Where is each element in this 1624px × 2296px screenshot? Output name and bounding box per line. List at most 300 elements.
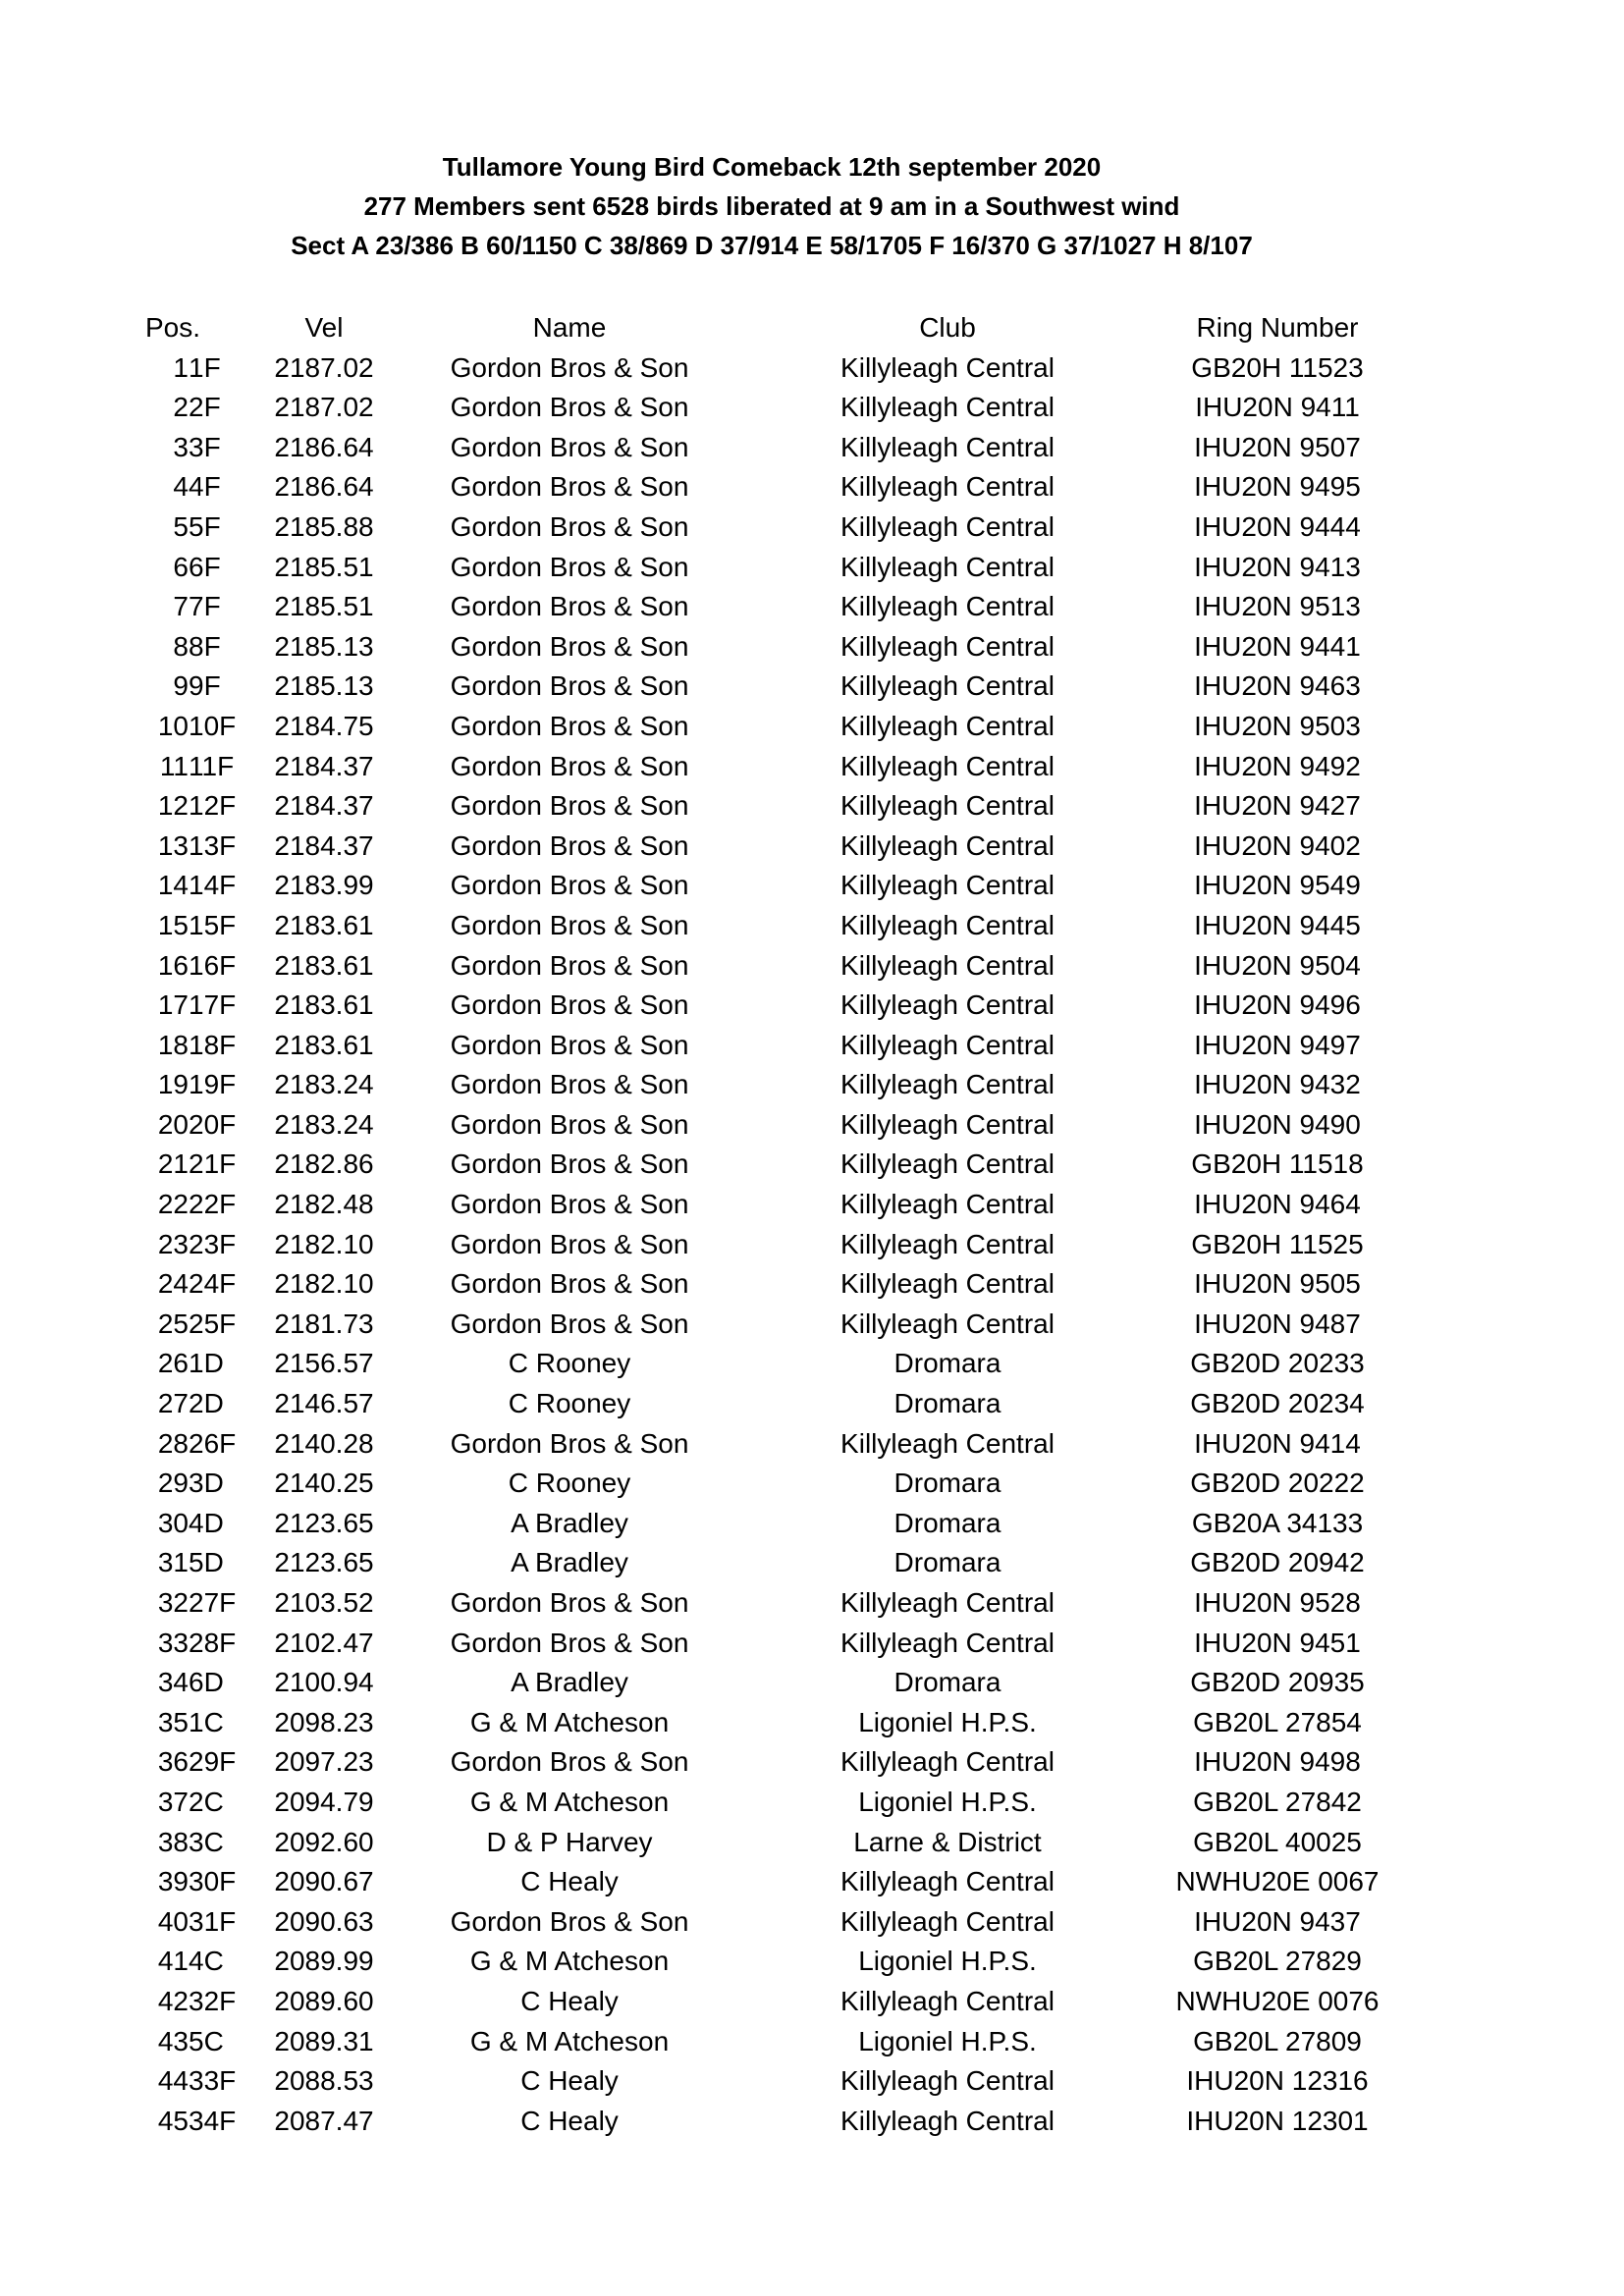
column-header-pos: Pos. — [145, 312, 201, 343]
cell-position: 30 — [157, 1507, 189, 1538]
table-row — [145, 467, 1416, 507]
cell-club: Killyleagh Central — [840, 351, 1055, 383]
cell-position: 18 — [157, 1029, 189, 1060]
cell-position: 31 — [157, 1547, 189, 1578]
cell-velocity: 2087.47 — [274, 2105, 374, 2136]
cell-ring-number: IHU20N 9495 — [1194, 471, 1361, 503]
cell-position: 21 — [157, 1148, 189, 1180]
cell-club: Killyleagh Central — [840, 1905, 1055, 1937]
cell-position: 11 — [159, 750, 189, 781]
cell-section-position: 6F — [189, 551, 221, 582]
cell-velocity: 2186.64 — [274, 471, 374, 503]
cell-ring-number: GB20L 27809 — [1193, 2025, 1362, 2056]
cell-section-position: 5D — [189, 1547, 224, 1578]
cell-position: 26 — [157, 1348, 189, 1379]
table-row — [145, 388, 1416, 428]
cell-section-position: 1F — [189, 351, 221, 383]
cell-position: 32 — [157, 1587, 189, 1618]
cell-ring-number: NWHU20E 0067 — [1175, 1866, 1380, 1897]
table-row — [145, 1504, 1416, 1544]
cell-section-position: 2C — [189, 1786, 224, 1817]
cell-club: Killyleagh Central — [840, 471, 1055, 503]
cell-position: 44 — [157, 2065, 189, 2097]
table-row — [145, 2061, 1416, 2102]
cell-velocity: 2187.02 — [274, 392, 374, 423]
cell-velocity: 2183.61 — [274, 1029, 374, 1060]
cell-club: Killyleagh Central — [840, 909, 1055, 940]
cell-position: 16 — [157, 949, 189, 981]
cell-position: 22 — [157, 1189, 189, 1220]
table-row — [145, 906, 1416, 946]
cell-ring-number: IHU20N 9451 — [1194, 1627, 1361, 1658]
cell-velocity: 2088.53 — [274, 2065, 374, 2097]
cell-name: Gordon Bros & Son — [450, 431, 689, 462]
cell-position: 1 — [173, 351, 189, 383]
cell-position: 38 — [157, 1826, 189, 1857]
cell-position: 36 — [157, 1746, 189, 1778]
cell-section-position: 22F — [189, 1189, 237, 1220]
cell-section-position: 3F — [189, 431, 221, 462]
cell-section-position: 15F — [189, 909, 237, 940]
table-row — [145, 1543, 1416, 1583]
cell-position: 35 — [157, 1706, 189, 1737]
cell-ring-number: IHU20N 9505 — [1194, 1268, 1361, 1300]
cell-velocity: 2183.24 — [274, 1069, 374, 1100]
cell-name: Gordon Bros & Son — [450, 1308, 689, 1339]
cell-velocity: 2185.13 — [274, 670, 374, 702]
cell-velocity: 2090.67 — [274, 1866, 374, 1897]
cell-name: Gordon Bros & Son — [450, 1148, 689, 1180]
cell-club: Dromara — [893, 1547, 1001, 1578]
table-row — [145, 1942, 1416, 1982]
cell-name: C Healy — [520, 2065, 619, 2097]
cell-section-position: 28F — [189, 1627, 237, 1658]
table-row — [145, 1464, 1416, 1504]
table-row — [145, 1583, 1416, 1624]
cell-club: Killyleagh Central — [840, 1308, 1055, 1339]
cell-velocity: 2184.37 — [274, 750, 374, 781]
cell-ring-number: GB20L 27854 — [1193, 1706, 1362, 1737]
cell-club: Killyleagh Central — [840, 431, 1055, 462]
race-title: Tullamore Young Bird Comeback 12th september 2020 — [442, 152, 1102, 182]
cell-section-position: 19F — [189, 1069, 237, 1100]
cell-velocity: 2146.57 — [274, 1388, 374, 1419]
cell-section-position: 1C — [189, 1706, 224, 1737]
cell-velocity: 2181.73 — [274, 1308, 374, 1339]
cell-position: 15 — [157, 909, 189, 940]
cell-position: 2 — [173, 392, 189, 423]
cell-club: Killyleagh Central — [840, 1627, 1055, 1658]
cell-club: Killyleagh Central — [840, 1427, 1055, 1459]
cell-club: Killyleagh Central — [840, 670, 1055, 702]
cell-name: G & M Atcheson — [469, 1786, 670, 1817]
cell-velocity: 2183.61 — [274, 909, 374, 940]
cell-ring-number: IHU20N 9498 — [1194, 1746, 1361, 1778]
cell-name: Gordon Bros & Son — [450, 1427, 689, 1459]
table-row — [145, 548, 1416, 588]
cell-velocity: 2185.51 — [274, 591, 374, 622]
table-row — [145, 986, 1416, 1026]
cell-velocity: 2183.24 — [274, 1108, 374, 1140]
cell-section-position: 13F — [189, 829, 237, 861]
cell-name: Gordon Bros & Son — [450, 1108, 689, 1140]
cell-velocity: 2183.61 — [274, 949, 374, 981]
cell-name: Gordon Bros & Son — [450, 471, 689, 503]
cell-section-position: 5C — [189, 2025, 224, 2056]
cell-ring-number: IHU20N 12301 — [1186, 2105, 1369, 2136]
cell-position: 7 — [173, 591, 189, 622]
table-row — [145, 707, 1416, 747]
cell-ring-number: GB20H 11525 — [1191, 1228, 1364, 1259]
cell-position: 13 — [157, 829, 189, 861]
cell-section-position: 7F — [189, 591, 221, 622]
cell-position: 5 — [173, 510, 189, 542]
cell-name: C Rooney — [508, 1388, 631, 1419]
cell-club: Dromara — [893, 1468, 1001, 1499]
table-row — [145, 1305, 1416, 1345]
cell-velocity: 2156.57 — [274, 1348, 374, 1379]
cell-name: Gordon Bros & Son — [450, 1189, 689, 1220]
cell-position: 10 — [157, 710, 189, 741]
cell-name: Gordon Bros & Son — [450, 551, 689, 582]
table-row — [145, 428, 1416, 468]
cell-ring-number: GB20D 20935 — [1190, 1667, 1365, 1698]
cell-name: Gordon Bros & Son — [450, 1069, 689, 1100]
cell-name: C Rooney — [508, 1348, 631, 1379]
table-row — [145, 747, 1416, 787]
cell-velocity: 2089.60 — [274, 1985, 374, 2016]
cell-name: A Bradley — [511, 1667, 628, 1698]
cell-section-position: 24F — [189, 1268, 237, 1300]
cell-velocity: 2123.65 — [274, 1547, 374, 1578]
race-summary: 277 Members sent 6528 birds liberated at 9 am in a Southwest wind — [363, 191, 1180, 221]
cell-position: 20 — [157, 1108, 189, 1140]
table-row — [145, 827, 1416, 867]
cell-club: Killyleagh Central — [840, 829, 1055, 861]
cell-club: Killyleagh Central — [840, 392, 1055, 423]
table-row — [145, 786, 1416, 827]
cell-section-position: 14F — [189, 870, 237, 901]
cell-club: Killyleagh Central — [840, 710, 1055, 741]
cell-position: 43 — [157, 2025, 189, 2056]
cell-name: Gordon Bros & Son — [450, 949, 689, 981]
cell-section-position: 3C — [189, 1826, 224, 1857]
column-header-name: Name — [532, 312, 607, 343]
cell-ring-number: IHU20N 9464 — [1194, 1189, 1361, 1220]
table-row — [145, 1902, 1416, 1943]
table-row — [145, 507, 1416, 548]
cell-ring-number: IHU20N 9445 — [1194, 909, 1361, 940]
cell-ring-number: IHU20N 9549 — [1194, 870, 1361, 901]
cell-position: 28 — [157, 1427, 189, 1459]
cell-ring-number: IHU20N 9496 — [1194, 989, 1361, 1021]
cell-position: 34 — [157, 1667, 189, 1698]
cell-club: Killyleagh Central — [840, 1985, 1055, 2016]
cell-position: 9 — [173, 670, 189, 702]
cell-name: G & M Atcheson — [469, 1706, 670, 1737]
cell-club: Killyleagh Central — [840, 1746, 1055, 1778]
cell-ring-number: GB20H 11523 — [1191, 351, 1364, 383]
cell-club: Ligoniel H.P.S. — [858, 2025, 1037, 2056]
cell-club: Killyleagh Central — [840, 551, 1055, 582]
cell-velocity: 2090.63 — [274, 1905, 374, 1937]
cell-position: 40 — [157, 1905, 189, 1937]
cell-section-position: 20F — [189, 1108, 237, 1140]
table-row — [145, 1783, 1416, 1823]
cell-section-position: 1D — [189, 1348, 224, 1379]
cell-club: Killyleagh Central — [840, 1587, 1055, 1618]
cell-club: Killyleagh Central — [840, 630, 1055, 662]
cell-position: 12 — [157, 790, 189, 822]
cell-club: Killyleagh Central — [840, 2105, 1055, 2136]
cell-name: Gordon Bros & Son — [450, 510, 689, 542]
cell-section-position: 16F — [189, 949, 237, 981]
results-body — [145, 348, 1416, 2142]
cell-ring-number: IHU20N 9402 — [1194, 829, 1361, 861]
cell-velocity: 2185.88 — [274, 510, 374, 542]
cell-velocity: 2102.47 — [274, 1627, 374, 1658]
cell-velocity: 2182.10 — [274, 1228, 374, 1259]
cell-club: Killyleagh Central — [840, 1148, 1055, 1180]
cell-club: Dromara — [893, 1388, 1001, 1419]
table-row — [145, 1823, 1416, 1863]
cell-name: Gordon Bros & Son — [450, 909, 689, 940]
cell-name: Gordon Bros & Son — [450, 1268, 689, 1300]
cell-name: G & M Atcheson — [469, 2025, 670, 2056]
cell-name: Gordon Bros & Son — [450, 750, 689, 781]
cell-name: Gordon Bros & Son — [450, 1228, 689, 1259]
cell-section-position: 6D — [189, 1667, 224, 1698]
cell-velocity: 2140.28 — [274, 1427, 374, 1459]
cell-name: Gordon Bros & Son — [450, 1746, 689, 1778]
cell-section-position: 4C — [189, 1946, 224, 1977]
cell-position: 39 — [157, 1866, 189, 1897]
table-row — [145, 587, 1416, 627]
cell-ring-number: IHU20N 9487 — [1194, 1308, 1361, 1339]
table-row — [145, 2102, 1416, 2142]
cell-club: Dromara — [893, 1507, 1001, 1538]
cell-ring-number: IHU20N 9441 — [1194, 630, 1361, 662]
cell-position: 27 — [157, 1388, 189, 1419]
cell-name: A Bradley — [511, 1507, 628, 1538]
cell-club: Killyleagh Central — [840, 1189, 1055, 1220]
cell-section-position: 21F — [189, 1148, 237, 1180]
cell-club: Killyleagh Central — [840, 750, 1055, 781]
column-header-ring: Ring Number — [1196, 312, 1359, 343]
table-row — [145, 1862, 1416, 1902]
cell-ring-number: IHU20N 9503 — [1194, 710, 1361, 741]
cell-velocity: 2094.79 — [274, 1786, 374, 1817]
cell-name: C Rooney — [508, 1468, 631, 1499]
cell-velocity: 2089.99 — [274, 1946, 374, 1977]
cell-name: Gordon Bros & Son — [450, 392, 689, 423]
cell-section-position: 9F — [189, 670, 221, 702]
cell-position: 25 — [157, 1308, 189, 1339]
table-row — [145, 1225, 1416, 1265]
cell-name: C Healy — [520, 2105, 619, 2136]
cell-ring-number: GB20D 20222 — [1190, 1468, 1365, 1499]
cell-position: 23 — [157, 1228, 189, 1259]
cell-section-position: 5F — [189, 510, 221, 542]
cell-section-position: 12F — [189, 790, 237, 822]
column-header-club: Club — [919, 312, 976, 343]
cell-name: Gordon Bros & Son — [450, 1029, 689, 1060]
table-row — [145, 1065, 1416, 1105]
cell-velocity: 2186.64 — [274, 431, 374, 462]
cell-ring-number: IHU20N 9427 — [1194, 790, 1361, 822]
cell-club: Killyleagh Central — [840, 1069, 1055, 1100]
cell-section-position: 32F — [189, 1985, 237, 2016]
table-row — [145, 1145, 1416, 1185]
cell-velocity: 2103.52 — [274, 1587, 374, 1618]
cell-name: Gordon Bros & Son — [450, 591, 689, 622]
cell-position: 6 — [173, 551, 189, 582]
cell-club: Ligoniel H.P.S. — [858, 1946, 1037, 1977]
cell-velocity: 2140.25 — [274, 1468, 374, 1499]
cell-velocity: 2089.31 — [274, 2025, 374, 2056]
cell-ring-number: IHU20N 9507 — [1194, 431, 1361, 462]
cell-name: A Bradley — [511, 1547, 628, 1578]
table-row — [145, 1344, 1416, 1384]
section-totals: Sect A 23/386 B 60/1150 C 38/869 D 37/914 E 58/1705 F 16/370 G 37/1027 H 8/107 — [291, 231, 1253, 260]
cell-position: 17 — [157, 989, 189, 1021]
cell-ring-number: GB20D 20234 — [1190, 1388, 1365, 1419]
table-row — [145, 1742, 1416, 1783]
table-row — [145, 1384, 1416, 1424]
cell-section-position: 23F — [189, 1228, 237, 1259]
cell-club: Larne & District — [853, 1826, 1042, 1857]
cell-section-position: 26F — [189, 1427, 237, 1459]
cell-ring-number: GB20D 20942 — [1190, 1547, 1365, 1578]
table-row — [145, 1424, 1416, 1465]
table-row — [145, 1703, 1416, 1743]
cell-section-position: 4D — [189, 1507, 224, 1538]
cell-ring-number: GB20L 27829 — [1193, 1946, 1362, 1977]
cell-ring-number: GB20L 27842 — [1193, 1786, 1362, 1817]
cell-velocity: 2185.51 — [274, 551, 374, 582]
cell-ring-number: IHU20N 9444 — [1194, 510, 1361, 542]
cell-position: 14 — [157, 870, 189, 901]
cell-velocity: 2183.99 — [274, 870, 374, 901]
cell-club: Killyleagh Central — [840, 591, 1055, 622]
cell-position: 8 — [173, 630, 189, 662]
table-row — [145, 1982, 1416, 2022]
cell-ring-number: IHU20N 9413 — [1194, 551, 1361, 582]
cell-ring-number: IHU20N 9463 — [1194, 670, 1361, 702]
cell-section-position: 8F — [189, 630, 221, 662]
cell-name: D & P Harvey — [486, 1826, 653, 1857]
table-row — [145, 348, 1416, 389]
cell-club: Killyleagh Central — [840, 1268, 1055, 1300]
cell-club: Killyleagh Central — [840, 1228, 1055, 1259]
cell-section-position: 10F — [189, 710, 237, 741]
table-header-row — [145, 308, 1416, 348]
cell-ring-number: IHU20N 9513 — [1194, 591, 1361, 622]
cell-ring-number: IHU20N 9497 — [1194, 1029, 1361, 1060]
cell-section-position: 25F — [189, 1308, 237, 1339]
table-row — [145, 1624, 1416, 1664]
cell-position: 41 — [157, 1946, 189, 1977]
cell-position: 33 — [157, 1627, 189, 1658]
cell-name: Gordon Bros & Son — [450, 1905, 689, 1937]
cell-club: Killyleagh Central — [840, 790, 1055, 822]
cell-name: Gordon Bros & Son — [450, 710, 689, 741]
table-row — [145, 667, 1416, 707]
cell-velocity: 2100.94 — [274, 1667, 374, 1698]
cell-club: Killyleagh Central — [840, 1029, 1055, 1060]
cell-ring-number: GB20H 11518 — [1191, 1148, 1364, 1180]
cell-velocity: 2098.23 — [274, 1706, 374, 1737]
cell-position: 19 — [157, 1069, 189, 1100]
cell-section-position: 18F — [189, 1029, 237, 1060]
cell-velocity: 2182.48 — [274, 1189, 374, 1220]
cell-section-position: 4F — [189, 471, 221, 503]
cell-section-position: 30F — [189, 1866, 237, 1897]
cell-section-position: 29F — [189, 1746, 237, 1778]
table-row — [145, 2022, 1416, 2062]
table-row — [145, 1185, 1416, 1225]
table-row — [145, 946, 1416, 987]
cell-ring-number: IHU20N 9437 — [1194, 1905, 1361, 1937]
cell-ring-number: GB20L 40025 — [1193, 1826, 1362, 1857]
cell-section-position: 27F — [189, 1587, 237, 1618]
table-row — [145, 1663, 1416, 1703]
cell-club: Killyleagh Central — [840, 2065, 1055, 2097]
cell-club: Killyleagh Central — [840, 870, 1055, 901]
cell-name: Gordon Bros & Son — [450, 989, 689, 1021]
cell-ring-number: IHU20N 9432 — [1194, 1069, 1361, 1100]
cell-section-position: 11F — [189, 750, 235, 781]
cell-name: Gordon Bros & Son — [450, 670, 689, 702]
cell-section-position: 3D — [189, 1468, 224, 1499]
cell-name: Gordon Bros & Son — [450, 870, 689, 901]
table-row — [145, 1264, 1416, 1305]
cell-ring-number: IHU20N 12316 — [1186, 2065, 1369, 2097]
cell-velocity: 2184.37 — [274, 829, 374, 861]
cell-name: Gordon Bros & Son — [450, 790, 689, 822]
column-header-vel: Vel — [304, 312, 344, 343]
cell-ring-number: GB20A 34133 — [1191, 1507, 1364, 1538]
cell-velocity: 2123.65 — [274, 1507, 374, 1538]
cell-velocity: 2184.37 — [274, 790, 374, 822]
cell-ring-number: IHU20N 9490 — [1194, 1108, 1361, 1140]
cell-club: Ligoniel H.P.S. — [858, 1786, 1037, 1817]
cell-velocity: 2185.13 — [274, 630, 374, 662]
cell-club: Dromara — [893, 1667, 1001, 1698]
cell-club: Killyleagh Central — [840, 1108, 1055, 1140]
table-row — [145, 627, 1416, 667]
table-row — [145, 866, 1416, 906]
cell-club: Killyleagh Central — [840, 1866, 1055, 1897]
cell-velocity: 2182.86 — [274, 1148, 374, 1180]
cell-velocity: 2187.02 — [274, 351, 374, 383]
cell-position: 24 — [157, 1268, 189, 1300]
cell-ring-number: IHU20N 9492 — [1194, 750, 1361, 781]
cell-ring-number: IHU20N 9414 — [1194, 1427, 1361, 1459]
cell-club: Killyleagh Central — [840, 989, 1055, 1021]
cell-position: 29 — [157, 1468, 189, 1499]
cell-section-position: 31F — [189, 1905, 237, 1937]
cell-section-position: 33F — [189, 2065, 237, 2097]
cell-position: 45 — [157, 2105, 189, 2136]
cell-name: Gordon Bros & Son — [450, 1587, 689, 1618]
cell-section-position: 17F — [189, 989, 237, 1021]
cell-position: 3 — [173, 431, 189, 462]
cell-position: 4 — [173, 471, 189, 503]
table-row — [145, 1105, 1416, 1146]
cell-position: 42 — [157, 1985, 189, 2016]
cell-name: C Healy — [520, 1866, 619, 1897]
